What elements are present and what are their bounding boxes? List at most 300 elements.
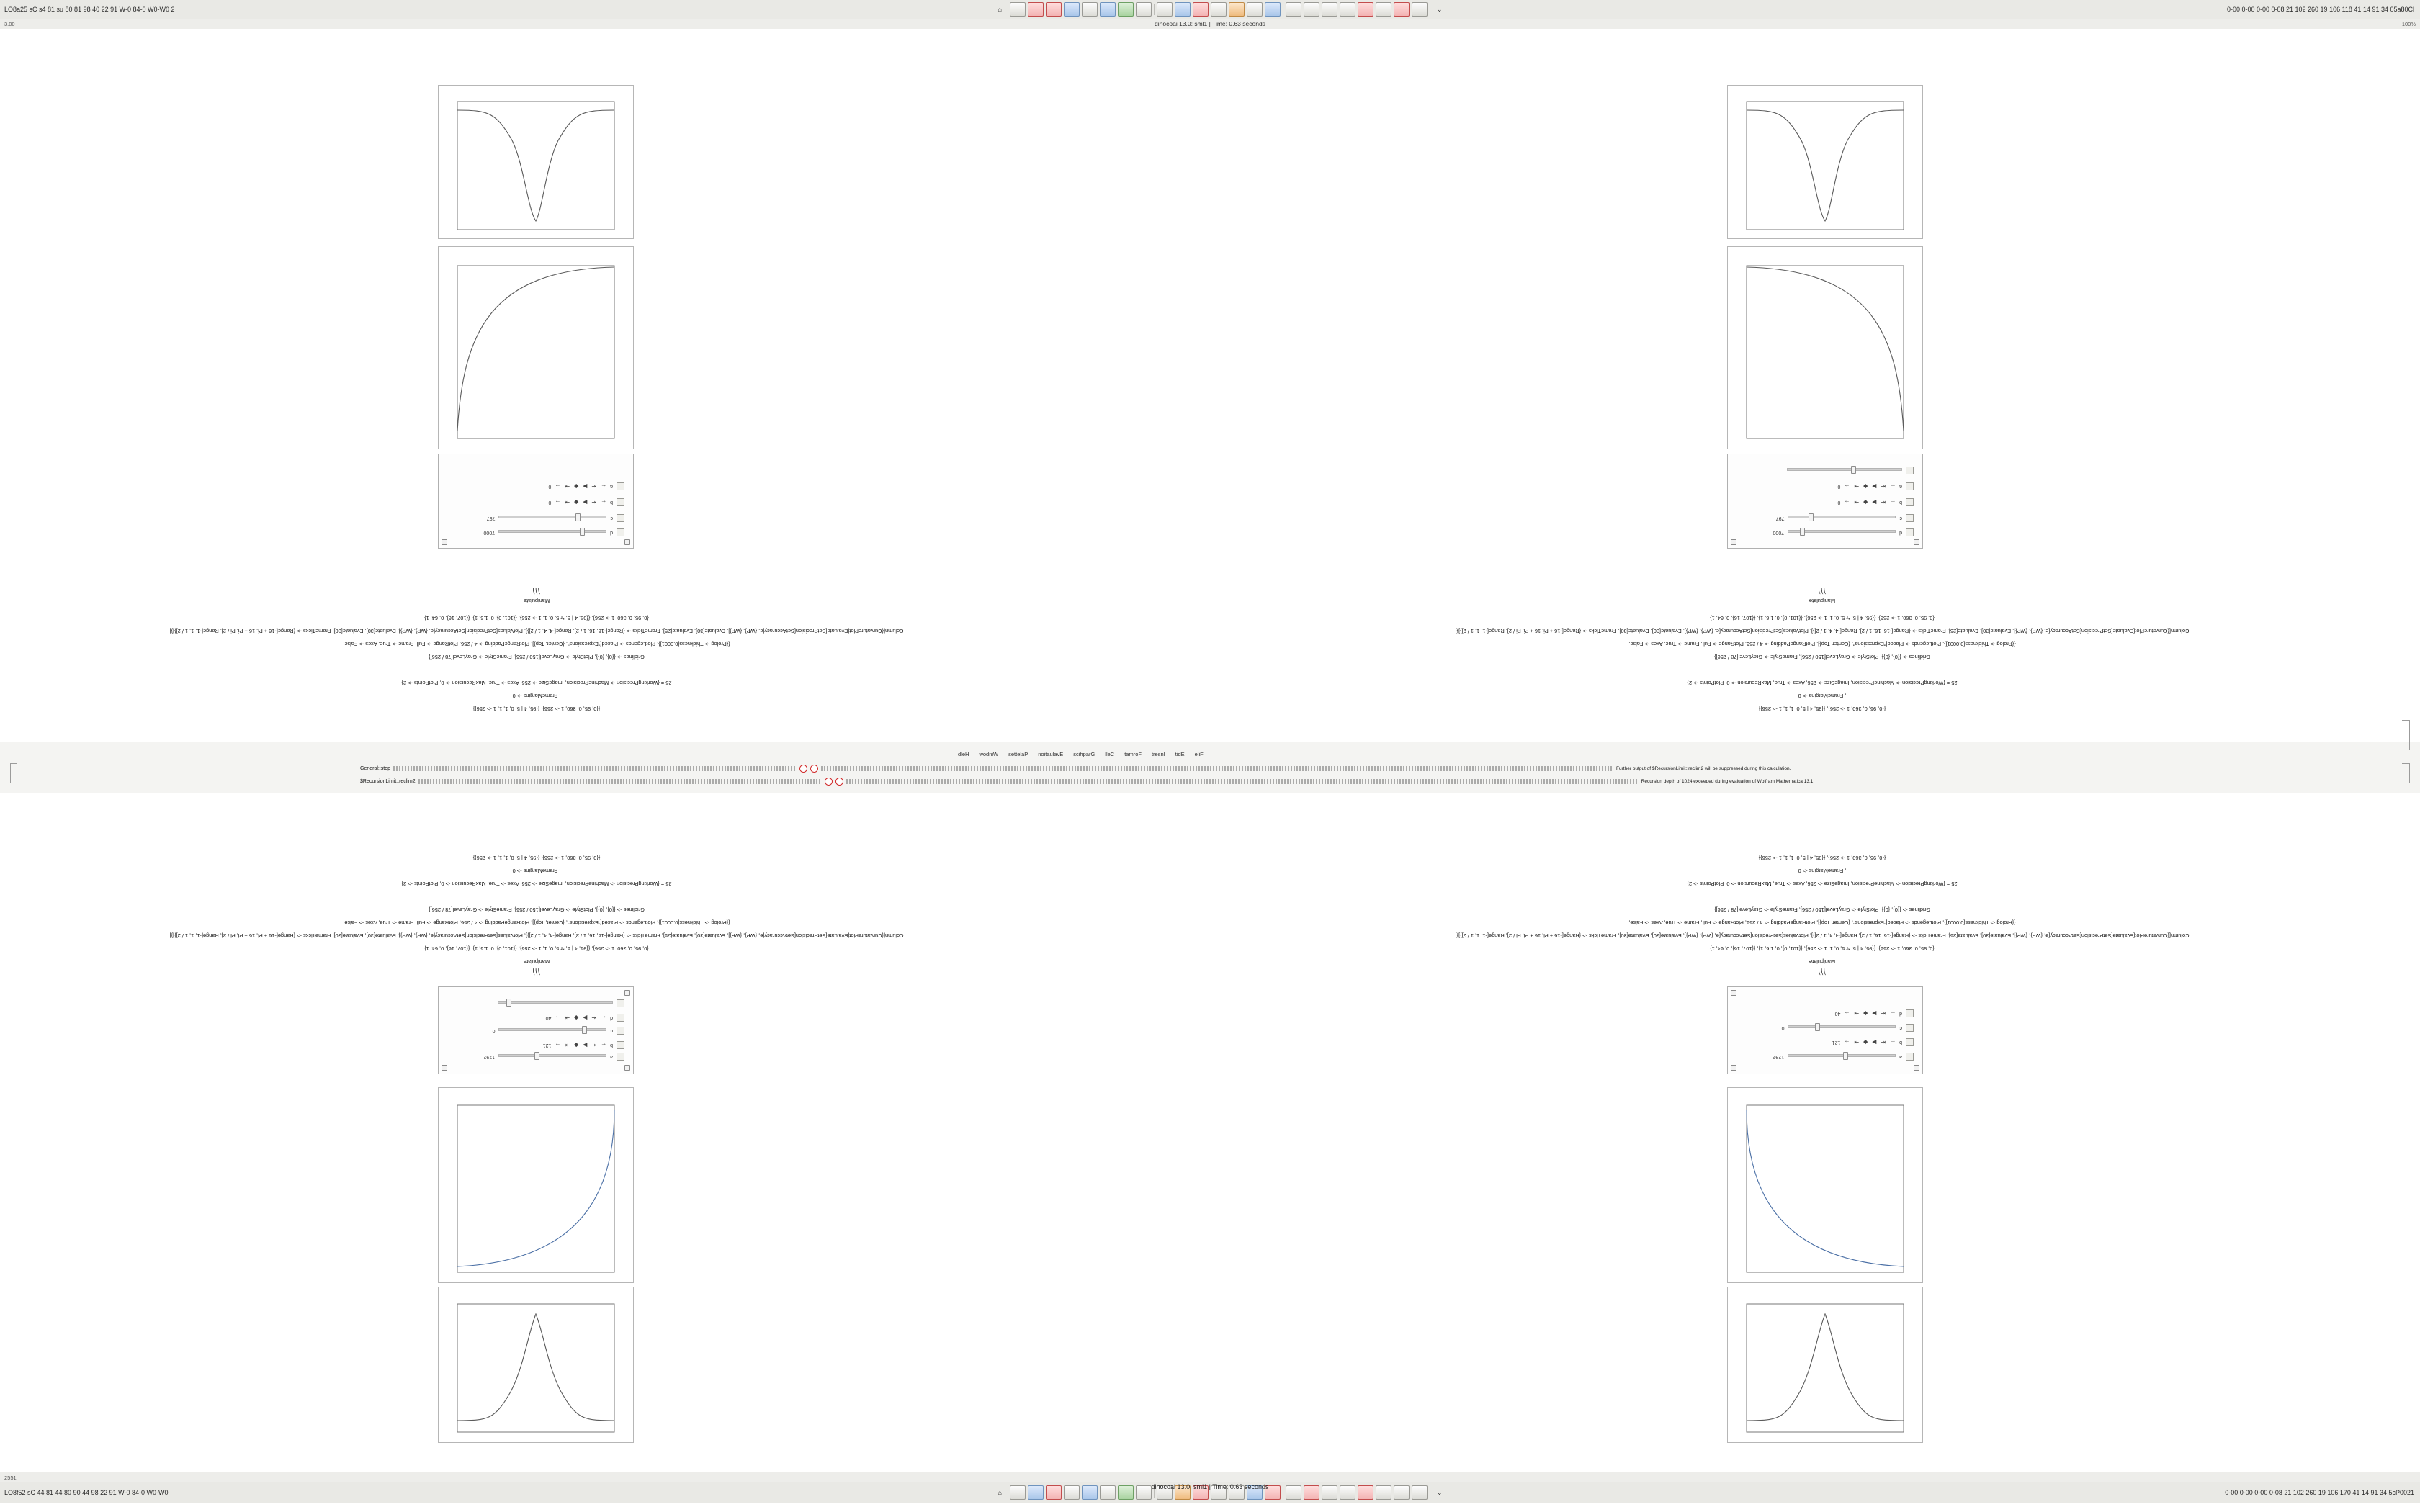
- manipulate-menu-icon-b[interactable]: [1914, 1065, 1919, 1071]
- control-toggle-icon[interactable]: [1906, 1024, 1914, 1032]
- message-text-2: Recursion depth of 1024 exceeded during evaluation of Wolfram Mathematica 13.1: [1641, 779, 1814, 784]
- task-tile[interactable]: [1211, 2, 1227, 17]
- step-back-icon[interactable]: ←: [1890, 1010, 1896, 1017]
- slider-track: [499, 1028, 607, 1031]
- animation-controls-d2[interactable]: [555, 484, 606, 490]
- task-tile[interactable]: [1175, 1485, 1191, 1500]
- slider-knob[interactable]: [1809, 513, 1814, 521]
- rewind-icon[interactable]: ⇤: [591, 1042, 597, 1049]
- plot-c1-svg: [1728, 247, 1922, 449]
- step-forward-icon[interactable]: →: [555, 499, 561, 506]
- control-toggle-icon[interactable]: [1906, 1038, 1914, 1046]
- animation-controls-c2[interactable]: [1844, 484, 1896, 490]
- task-tile[interactable]: [1175, 2, 1191, 17]
- code-line-a4[interactable]: Gridlines -> {{0}, {0}}, PlotStyle -> GrayLevel[150 / 256], FrameStyle -> GrayLevel[78 / 256]}: [429, 906, 645, 913]
- window-title: dinocoai 13.0: sml1 | Time: 0.63 seconds: [1155, 20, 1265, 27]
- step-forward-icon[interactable]: →: [1844, 1010, 1850, 1017]
- slider-a-1[interactable]: [498, 1053, 606, 1060]
- manipulate-label-d: Manipulate: [523, 598, 550, 604]
- manip-a-row-5[interactable]: [498, 999, 624, 1007]
- notebook-status-bar: [0, 1472, 2420, 1482]
- slider-c-1[interactable]: [1788, 529, 1896, 536]
- window-title-bar[interactable]: [0, 19, 2420, 30]
- task-tile[interactable]: [1010, 2, 1026, 17]
- slider-d-2[interactable]: [499, 515, 607, 521]
- code-line-c2[interactable]: , FrameMargins -> 0: [1798, 693, 1847, 699]
- manip-d-value-4: 0: [548, 484, 552, 489]
- top-panel-right: [2133, 6, 2420, 13]
- pause-icon[interactable]: ◆: [574, 1014, 579, 1022]
- top-panel-right-text: 0-00 0-00 0-00 0-08 21 102 260 19 106 118 41 14 91 34 05a80Cl: [2226, 6, 2414, 13]
- slider-knob[interactable]: [1816, 1023, 1821, 1031]
- manipulate-label-b: Manipulate: [1809, 958, 1836, 965]
- manip-c-row-5[interactable]: [1787, 467, 1914, 474]
- animation-controls-b[interactable]: [1844, 1040, 1896, 1045]
- manip-c-row-3[interactable]: [1837, 498, 1914, 506]
- taskbar-divider: [1154, 1487, 1155, 1498]
- manip-d-value-2: 797: [486, 516, 496, 521]
- rewind-icon[interactable]: ⇤: [1881, 1010, 1886, 1017]
- task-tile[interactable]: [1082, 1485, 1098, 1500]
- code-line-c7[interactable]: Column[{CurvaturePlot[Evaluate[SetPrecision[SetAccuracy[e, {WP}, {WP}], Evaluate[30], Evaluate[25], FrameTicks -> {Range[-16, 16, 1 / 2], Range[-4, 4, 1 / 2]}], PlotValues[SetPrecision[SetAccuracy[e, {WP}, {WP}], Evaluate[30], Evaluate[30], FrameTicks -> {Range[-16 + Pi, 16 + Pi, Pi / 2], Range[-1, 1, 1 / 2]}]}]: [1455, 628, 2190, 634]
- message-text-blur-2b: [846, 779, 1639, 784]
- task-tile[interactable]: [1100, 1485, 1116, 1500]
- manipulate-menu-icon-d[interactable]: [624, 539, 630, 545]
- manipulate-panel-d[interactable]: [438, 454, 634, 549]
- manip-d-row-3[interactable]: [548, 498, 624, 506]
- slider-knob[interactable]: [534, 1052, 539, 1060]
- manipulate-resize-icon-b[interactable]: [1731, 990, 1736, 996]
- control-toggle-icon[interactable]: [1906, 1053, 1914, 1061]
- manip-b-value-4: 40: [1834, 1011, 1841, 1016]
- status-left-text: 2551: [4, 1475, 17, 1481]
- plot-panel-c1[interactable]: [1727, 246, 1923, 449]
- manip-a-row-4[interactable]: [546, 1014, 624, 1022]
- slider-c-5[interactable]: [1787, 467, 1902, 474]
- message-text-blur-2: [418, 779, 822, 784]
- control-toggle-icon[interactable]: [1906, 498, 1914, 506]
- bracket-glyph-b: ⎞⎞⎞: [1818, 968, 1827, 975]
- manip-d-label-1: d: [610, 530, 613, 535]
- task-tile[interactable]: [1394, 2, 1410, 17]
- play-icon[interactable]: ▶: [583, 499, 588, 506]
- fast-forward-icon[interactable]: ⇥: [1854, 499, 1860, 506]
- manipulate-panel-a[interactable]: [438, 986, 634, 1074]
- message-label-2: $RecursionLimit::reclim2: [360, 779, 416, 784]
- rewind-icon[interactable]: ⇤: [591, 499, 597, 506]
- top-panel-left: [0, 6, 307, 13]
- manip-c-row-4[interactable]: [1837, 482, 1914, 490]
- task-tile[interactable]: [1322, 1485, 1337, 1500]
- code-line-d2[interactable]: , FrameMargins -> 0: [512, 693, 561, 699]
- manip-b-row-2[interactable]: [1832, 1038, 1914, 1046]
- play-icon[interactable]: ▶: [583, 1042, 588, 1049]
- taskbar-divider: [1154, 4, 1155, 15]
- task-tile[interactable]: [1118, 2, 1134, 17]
- manip-d-row-1[interactable]: [484, 528, 624, 536]
- message-row-1[interactable]: [360, 765, 1791, 773]
- task-tile[interactable]: [1247, 2, 1263, 17]
- plot-a1-svg: [439, 1287, 633, 1442]
- task-tile[interactable]: [1028, 2, 1044, 17]
- manipulate-resize-icon-a[interactable]: [624, 990, 630, 996]
- manipulate-panel-c[interactable]: [1727, 454, 1923, 549]
- menu-item-palettes[interactable]: settelaP: [1008, 751, 1028, 757]
- message-text-1: Further output of $RecursionLimit::reclim2 will be suppressed during this calculation.: [1616, 766, 1791, 771]
- fast-forward-icon[interactable]: ⇥: [1854, 483, 1860, 490]
- code-line-a2[interactable]: Column[{CurvaturePlot[Evaluate[SetPrecision[SetAccuracy[e, {WP}, {WP}], Evaluate[30], Evaluate[25], FrameTicks -> {Range[-16, 16, 1 / 2], Range[-4, 4, 1 / 2]}], PlotValues[SetPrecision[SetAccuracy[e, {WP}, {WP}], Evaluate[30], Evaluate[30], FrameTicks -> {Range[-16 + Pi, 16 + Pi, Pi / 2], Range[-1, 1, 1 / 2]}]}]: [169, 932, 904, 939]
- menu-item-edit[interactable]: tidE: [1175, 751, 1185, 757]
- step-forward-icon[interactable]: →: [555, 1042, 561, 1049]
- manipulate-menu-icon-c[interactable]: [1914, 539, 1919, 545]
- window-title-left: 3.00: [4, 20, 15, 27]
- slider-track: [499, 516, 607, 518]
- code-line-d1[interactable]: {{0, 95, 0, 360, 1 -> 256}, {{95, 4 | 5, 0, 1, 1, 1 -> 256}}: [472, 706, 601, 712]
- step-back-icon[interactable]: ←: [601, 1014, 607, 1022]
- task-tile[interactable]: [1340, 2, 1355, 17]
- step-back-icon[interactable]: ←: [601, 483, 607, 490]
- animation-controls-c[interactable]: [1844, 500, 1896, 505]
- control-toggle-icon[interactable]: [617, 528, 624, 536]
- taskbar-left-marker: ⌂: [998, 6, 1002, 13]
- manip-d-value-1: 7000: [483, 530, 496, 535]
- pause-icon[interactable]: ◆: [574, 483, 579, 490]
- manip-c-value-3: 0: [1837, 500, 1841, 505]
- slider-b-1[interactable]: [1788, 1053, 1896, 1060]
- task-tile[interactable]: [1193, 1485, 1209, 1500]
- rewind-icon[interactable]: ⇤: [591, 1014, 597, 1022]
- play-icon[interactable]: ▶: [1872, 499, 1877, 506]
- task-tile[interactable]: [1136, 2, 1152, 17]
- task-tile[interactable]: [1193, 2, 1209, 17]
- pause-icon[interactable]: ◆: [574, 1042, 579, 1049]
- code-line-a1[interactable]: {0, 95, 0, 360, 1 -> 256}, {{95, 4 | 5, *r 5, 0, 1, 1 -> 256}, {{101, 0}, 0, 1.6, 1}, {{107, 16}, 0, 64, 1}: [424, 945, 649, 952]
- bracket-glyph-c: ⎞⎞⎞: [1818, 588, 1827, 594]
- step-forward-icon[interactable]: →: [1844, 499, 1850, 506]
- task-tile[interactable]: [1412, 2, 1428, 17]
- play-icon[interactable]: ▶: [1872, 1010, 1877, 1017]
- task-tile[interactable]: [1136, 1485, 1152, 1500]
- code-line-d6[interactable]: {{Prolog -> Thickness[0.0001]}, PlotLegends -> Placed["Expressions", {Center, Top}], PlotRangePadding -> 4 / 256, PlotRange -> Full, Frame -> True, Axes -> False,: [343, 641, 730, 647]
- manip-a-label-2: b: [610, 1043, 613, 1048]
- slider-knob[interactable]: [580, 528, 585, 536]
- task-tile[interactable]: [1211, 1485, 1227, 1500]
- plot-panel-d1[interactable]: [438, 246, 634, 449]
- plot-panel-c2[interactable]: [1727, 85, 1923, 239]
- animation-controls-d[interactable]: [555, 500, 606, 505]
- fast-forward-icon[interactable]: ⇥: [565, 499, 570, 506]
- plot-a2-svg: [439, 1088, 633, 1282]
- error-icon[interactable]: [825, 778, 833, 786]
- control-toggle-icon[interactable]: [617, 482, 624, 490]
- slider-knob[interactable]: [576, 513, 581, 521]
- manip-b-value-1: 1292: [1773, 1054, 1785, 1059]
- manip-b-label-1: a: [1899, 1054, 1902, 1059]
- fast-forward-icon[interactable]: ⇥: [1854, 1039, 1860, 1046]
- cell-bracket-right-2[interactable]: [2402, 720, 2410, 750]
- manipulate-panel-b[interactable]: [1727, 986, 1923, 1074]
- animation-controls-b2[interactable]: [1844, 1011, 1896, 1017]
- play-icon[interactable]: ▶: [583, 483, 588, 490]
- window-zoom-level: 100%: [2401, 20, 2416, 27]
- code-line-c8[interactable]: {0, 95, 0, 360, 1 -> 256}, {{95, 4 | 5, *r 5, 0, 1, 1 -> 256}, {{101, 0}, 0, 1.6, 1}, {{107, 16}, 0, 64, 1}: [1710, 615, 1935, 621]
- task-tile[interactable]: [1376, 1485, 1392, 1500]
- task-tile[interactable]: [1157, 2, 1173, 17]
- manip-b-label-4: d: [1899, 1011, 1902, 1016]
- plot-d2-svg: [439, 86, 633, 238]
- code-line-a3[interactable]: {{Prolog -> Thickness[0.0001]}, PlotLegends -> Placed["Expressions", {Center, Top}], PlotRangePadding -> 4 / 256, PlotRange -> Full, Frame -> True, Axes -> False,: [343, 919, 730, 926]
- error-icon[interactable]: [835, 778, 843, 786]
- pause-icon[interactable]: ◆: [574, 499, 579, 506]
- task-tile[interactable]: [1265, 1485, 1281, 1500]
- top-system-panel: [0, 0, 2420, 19]
- manip-b-row-4[interactable]: [1835, 1009, 1914, 1017]
- menu-item-help[interactable]: dleH: [958, 751, 969, 757]
- slider-track: [1788, 1025, 1896, 1028]
- manipulate-close-icon-c[interactable]: [1731, 539, 1736, 545]
- plot-panel-b1[interactable]: [1727, 1287, 1923, 1443]
- step-back-icon[interactable]: ←: [601, 499, 607, 506]
- message-label-1: General::stop: [360, 766, 391, 771]
- pause-icon[interactable]: ◆: [1863, 483, 1868, 490]
- taskbar-right-marker: ⌄: [1436, 1488, 1443, 1496]
- manip-b-row-1[interactable]: [1773, 1053, 1914, 1061]
- manip-c-label-2: c: [1899, 516, 1902, 521]
- task-tile[interactable]: [1322, 2, 1337, 17]
- slider-a-3[interactable]: [499, 1027, 607, 1034]
- task-tile[interactable]: [1247, 1485, 1263, 1500]
- code-line-b6[interactable]: 25 = {WorkingPrecision -> MachinePrecision, ImageSize -> 256, Axes -> True, MaxRecursion -> 0, PlotPoints -> 2}: [1687, 881, 1958, 887]
- task-tile[interactable]: [1358, 1485, 1373, 1500]
- step-forward-icon[interactable]: →: [1844, 1039, 1850, 1046]
- slider-track: [498, 1001, 613, 1004]
- pause-icon[interactable]: ◆: [1863, 1010, 1868, 1017]
- manip-d-label-4: a: [610, 484, 613, 489]
- control-toggle-icon[interactable]: [617, 1027, 624, 1035]
- manip-d-row-2[interactable]: [487, 514, 624, 522]
- slider-d-1[interactable]: [498, 529, 606, 536]
- code-line-d7[interactable]: Column[{CurvaturePlot[Evaluate[SetPrecision[SetAccuracy[e, {WP}, {WP}], Evaluate[30], Evaluate[25], FrameTicks -> {Range[-16, 16, 1 / 2], Range[-4, 4, 1 / 2]}], PlotValues[SetPrecision[SetAccuracy[e, {WP}, {WP}], Evaluate[30], Evaluate[30], FrameTicks -> {Range[-16 + Pi, 16 + Pi, Pi / 2], Range[-1, 1, 1 / 2]}]}]: [169, 628, 904, 634]
- plot-panel-a1[interactable]: [438, 1287, 634, 1443]
- play-icon[interactable]: ▶: [1872, 1039, 1877, 1046]
- bottom-panel-right-text: 0-00 0-00 0-00 0-08 21 102 260 19 106 170 41 14 91 34 5cP0021: [2225, 1489, 2414, 1496]
- menu-item-cell[interactable]: lleC: [1105, 751, 1115, 757]
- bottom-window-title: dinocoai 13.0: sml1 | Time: 0.63 seconds: [1151, 1483, 1269, 1490]
- control-toggle-icon[interactable]: [617, 498, 624, 506]
- manip-c-value-1: 7000: [1773, 530, 1785, 535]
- code-line-a7[interactable]: , FrameMargins -> 0: [512, 868, 561, 874]
- rewind-icon[interactable]: ⇤: [1881, 483, 1886, 490]
- manip-d-label-3: b: [610, 500, 613, 505]
- code-line-c3[interactable]: 25 = {WorkingPrecision -> MachinePrecision, ImageSize -> 256, Axes -> True, MaxRecursion -> 0, PlotPoints -> 2}: [1687, 680, 1958, 686]
- menu-bar-reversed[interactable]: [958, 751, 1204, 757]
- bottom-system-panel: [0, 1482, 2420, 1503]
- step-back-icon[interactable]: ←: [1890, 1039, 1896, 1046]
- code-line-a6[interactable]: 25 = {WorkingPrecision -> MachinePrecision, ImageSize -> 256, Axes -> True, MaxRecursion -> 0, PlotPoints -> 2}: [401, 881, 672, 887]
- manip-a-value-4: 40: [545, 1015, 552, 1020]
- slider-track: [1787, 468, 1902, 471]
- taskbar-right-marker: ⌄: [1436, 5, 1443, 13]
- pause-icon[interactable]: ◆: [1863, 499, 1868, 506]
- slider-track: [498, 1054, 606, 1057]
- rewind-icon[interactable]: ⇤: [1881, 499, 1886, 506]
- task-tile[interactable]: [1229, 1485, 1245, 1500]
- control-toggle-icon[interactable]: [617, 1014, 624, 1022]
- top-panel-taskbar[interactable]: [307, 2, 2133, 17]
- code-line-d8[interactable]: {0, 95, 0, 360, 1 -> 256}, {{95, 4 | 5, *r 5, 0, 1, 1 -> 256}, {{101, 0}, 0, 1.6, 1}, {{107, 16}, 0, 64, 1}: [424, 615, 649, 621]
- code-line-c1[interactable]: {{0, 95, 0, 360, 1 -> 256}, {{95, 4 | 5, 0, 1, 1, 1 -> 256}}: [1758, 706, 1886, 712]
- control-toggle-icon[interactable]: [1906, 528, 1914, 536]
- code-line-a8[interactable]: {{0, 95, 0, 360, 1 -> 256}, {{95, 4 | 5, 0, 1, 1, 1 -> 256}}: [472, 855, 601, 861]
- menu-item-window[interactable]: wodniW: [979, 751, 999, 757]
- task-tile[interactable]: [1304, 1485, 1319, 1500]
- code-line-d3[interactable]: 25 = {WorkingPrecision -> MachinePrecision, ImageSize -> 256, Axes -> True, MaxRecursion -> 0, PlotPoints -> 2}: [401, 680, 672, 686]
- task-tile[interactable]: [1064, 2, 1080, 17]
- code-line-d5[interactable]: Gridlines -> {{0}, {0}}, PlotStyle -> GrayLevel[150 / 256], FrameStyle -> GrayLevel[78 / 256]}: [429, 654, 645, 660]
- slider-knob[interactable]: [506, 999, 511, 1007]
- manip-d-row-4[interactable]: [548, 482, 624, 490]
- manip-a-row-1[interactable]: [484, 1053, 624, 1061]
- manip-a-label-4: d: [610, 1015, 613, 1020]
- task-tile[interactable]: [1118, 1485, 1134, 1500]
- control-toggle-icon[interactable]: [617, 1041, 624, 1049]
- play-icon[interactable]: ▶: [583, 1014, 588, 1022]
- manip-b-row-3[interactable]: [1782, 1024, 1914, 1032]
- code-line-c6[interactable]: {{Prolog -> Thickness[0.0001]}, PlotLegends -> Placed["Expressions", {Center, Top}], PlotRangePadding -> 4 / 256, PlotRange -> Full, Frame -> True, Axes -> False,: [1628, 641, 2016, 647]
- control-toggle-icon[interactable]: [617, 1053, 624, 1061]
- slider-track: [1788, 516, 1896, 518]
- manip-c-value-2: 797: [1775, 516, 1785, 521]
- task-tile[interactable]: [1046, 1485, 1062, 1500]
- control-toggle-icon[interactable]: [617, 514, 624, 522]
- task-tile[interactable]: [1100, 2, 1116, 17]
- menu-item-evaluation[interactable]: noitaulavE: [1038, 751, 1064, 757]
- manipulate-label-a: Manipulate: [523, 958, 550, 965]
- control-toggle-icon[interactable]: [1906, 1009, 1914, 1017]
- control-toggle-icon[interactable]: [1906, 467, 1914, 474]
- manip-b-label-2: b: [1899, 1040, 1902, 1045]
- fast-forward-icon[interactable]: ⇥: [1854, 1010, 1860, 1017]
- manip-c-label-4: a: [1899, 484, 1902, 489]
- step-forward-icon[interactable]: →: [555, 1014, 561, 1022]
- step-back-icon[interactable]: ←: [1890, 499, 1896, 506]
- slider-knob[interactable]: [1851, 466, 1856, 474]
- error-icon[interactable]: [810, 765, 818, 773]
- menu-item-graphics[interactable]: scihparG: [1073, 751, 1095, 757]
- plot-b2-svg: [1728, 1088, 1922, 1282]
- bottom-panel-right: [2133, 1489, 2420, 1496]
- manip-b-label-3: c: [1899, 1025, 1902, 1030]
- cell-bracket-right[interactable]: [2402, 763, 2410, 783]
- manip-c-row-2[interactable]: [1776, 514, 1914, 522]
- manipulate-close-icon-d[interactable]: [442, 539, 447, 545]
- fast-forward-icon[interactable]: ⇥: [565, 1014, 570, 1022]
- code-line-b3[interactable]: {{Prolog -> Thickness[0.0001]}, PlotLegends -> Placed["Expressions", {Center, Top}], PlotRangePadding -> 4 / 256, PlotRange -> Full, Frame -> True, Axes -> False,: [1628, 919, 2016, 926]
- pause-icon[interactable]: ◆: [1863, 1039, 1868, 1046]
- slider-track: [1788, 1054, 1896, 1057]
- task-tile[interactable]: [1286, 1485, 1301, 1500]
- code-line-b8[interactable]: {{0, 95, 0, 360, 1 -> 256}, {{95, 4 | 5, 0, 1, 1, 1 -> 256}}: [1758, 855, 1886, 861]
- menu-item-format[interactable]: tamroF: [1124, 751, 1142, 757]
- step-forward-icon[interactable]: →: [555, 483, 561, 490]
- step-back-icon[interactable]: ←: [601, 1042, 607, 1049]
- task-tile[interactable]: [1010, 1485, 1026, 1500]
- manip-a-label-1: a: [610, 1054, 613, 1059]
- task-tile[interactable]: [1376, 2, 1392, 17]
- animation-controls-a2[interactable]: [555, 1015, 606, 1021]
- bottom-panel-taskbar[interactable]: [307, 1485, 2133, 1500]
- message-text-blur-1b: [821, 766, 1613, 771]
- cell-bracket-left[interactable]: [10, 763, 17, 783]
- slider-knob[interactable]: [1800, 528, 1805, 536]
- slider-a-5[interactable]: [498, 1000, 613, 1007]
- code-line-b4[interactable]: Gridlines -> {{0}, {0}}, PlotStyle -> GrayLevel[150 / 256], FrameStyle -> GrayLevel[78 / 256]}: [1714, 906, 1930, 913]
- play-icon[interactable]: ▶: [1872, 483, 1877, 490]
- plot-c2-svg: [1728, 86, 1922, 238]
- message-row-2[interactable]: [360, 778, 1813, 786]
- task-tile[interactable]: [1028, 1485, 1044, 1500]
- slider-knob[interactable]: [1843, 1052, 1848, 1060]
- menu-item-insert[interactable]: tresnI: [1151, 751, 1165, 757]
- task-tile[interactable]: [1082, 2, 1098, 17]
- error-icon[interactable]: [799, 765, 807, 773]
- plot-panel-d2[interactable]: [438, 85, 634, 239]
- rewind-icon[interactable]: ⇤: [1881, 1039, 1886, 1046]
- task-tile[interactable]: [1229, 2, 1245, 17]
- fast-forward-icon[interactable]: ⇥: [565, 483, 570, 490]
- manip-a-label-3: c: [610, 1028, 613, 1033]
- manip-c-row-1[interactable]: [1773, 528, 1914, 536]
- task-tile[interactable]: [1157, 1485, 1173, 1500]
- plot-panel-b2[interactable]: [1727, 1087, 1923, 1283]
- step-forward-icon[interactable]: →: [1844, 483, 1850, 490]
- code-line-b2[interactable]: Column[{CurvaturePlot[Evaluate[SetPrecision[SetAccuracy[e, {WP}, {WP}], Evaluate[30], Evaluate[25], FrameTicks -> {Range[-16, 16, 1 / 2], Range[-4, 4, 1 / 2]}], PlotValues[SetPrecision[SetAccuracy[e, {WP}, {WP}], Evaluate[30], Evaluate[30], FrameTicks -> {Range[-16 + Pi, 16 + Pi, Pi / 2], Range[-1, 1, 1 / 2]}]}]: [1455, 932, 2190, 939]
- task-tile[interactable]: [1265, 2, 1281, 17]
- manipulate-close-icon-b[interactable]: [1731, 1065, 1736, 1071]
- manip-a-row-3[interactable]: [493, 1027, 624, 1035]
- control-toggle-icon[interactable]: [1906, 482, 1914, 490]
- control-toggle-icon[interactable]: [617, 999, 624, 1007]
- bracket-glyph-d: ⎞⎞⎞: [532, 588, 541, 594]
- step-back-icon[interactable]: ←: [1890, 483, 1896, 490]
- manipulate-close-icon-a[interactable]: [442, 1065, 447, 1071]
- menu-item-file[interactable]: eliF: [1194, 751, 1204, 757]
- manipulate-menu-icon-a[interactable]: [624, 1065, 630, 1071]
- notebook-canvas[interactable]: [0, 29, 2420, 1472]
- slider-b-3[interactable]: [1788, 1025, 1896, 1031]
- task-tile[interactable]: [1340, 1485, 1355, 1500]
- animation-controls-a[interactable]: [555, 1043, 606, 1048]
- slider-knob[interactable]: [583, 1026, 588, 1034]
- task-tile[interactable]: [1064, 1485, 1080, 1500]
- slider-c-2[interactable]: [1788, 515, 1896, 521]
- code-line-b7[interactable]: , FrameMargins -> 0: [1798, 868, 1847, 874]
- fast-forward-icon[interactable]: ⇥: [565, 1042, 570, 1049]
- task-tile[interactable]: [1358, 2, 1373, 17]
- task-tile[interactable]: [1394, 1485, 1410, 1500]
- task-tile[interactable]: [1286, 2, 1301, 17]
- code-line-b1[interactable]: {0, 95, 0, 360, 1 -> 256}, {{95, 4 | 5, *r 5, 0, 1, 1 -> 256}, {{101, 0}, 0, 1.6, 1}, {{107, 16}, 0, 64, 1}: [1710, 945, 1935, 952]
- plot-panel-a2[interactable]: [438, 1087, 634, 1283]
- code-line-c5[interactable]: Gridlines -> {{0}, {0}}, PlotStyle -> GrayLevel[150 / 256], FrameStyle -> GrayLevel[78 / 256]}: [1714, 654, 1930, 660]
- manip-a-row-2[interactable]: [543, 1041, 624, 1049]
- manip-c-value-4: 0: [1837, 484, 1841, 489]
- rewind-icon[interactable]: ⇤: [591, 483, 597, 490]
- task-tile[interactable]: [1304, 2, 1319, 17]
- task-tile[interactable]: [1046, 2, 1062, 17]
- control-toggle-icon[interactable]: [1906, 514, 1914, 522]
- task-tile[interactable]: [1412, 1485, 1428, 1500]
